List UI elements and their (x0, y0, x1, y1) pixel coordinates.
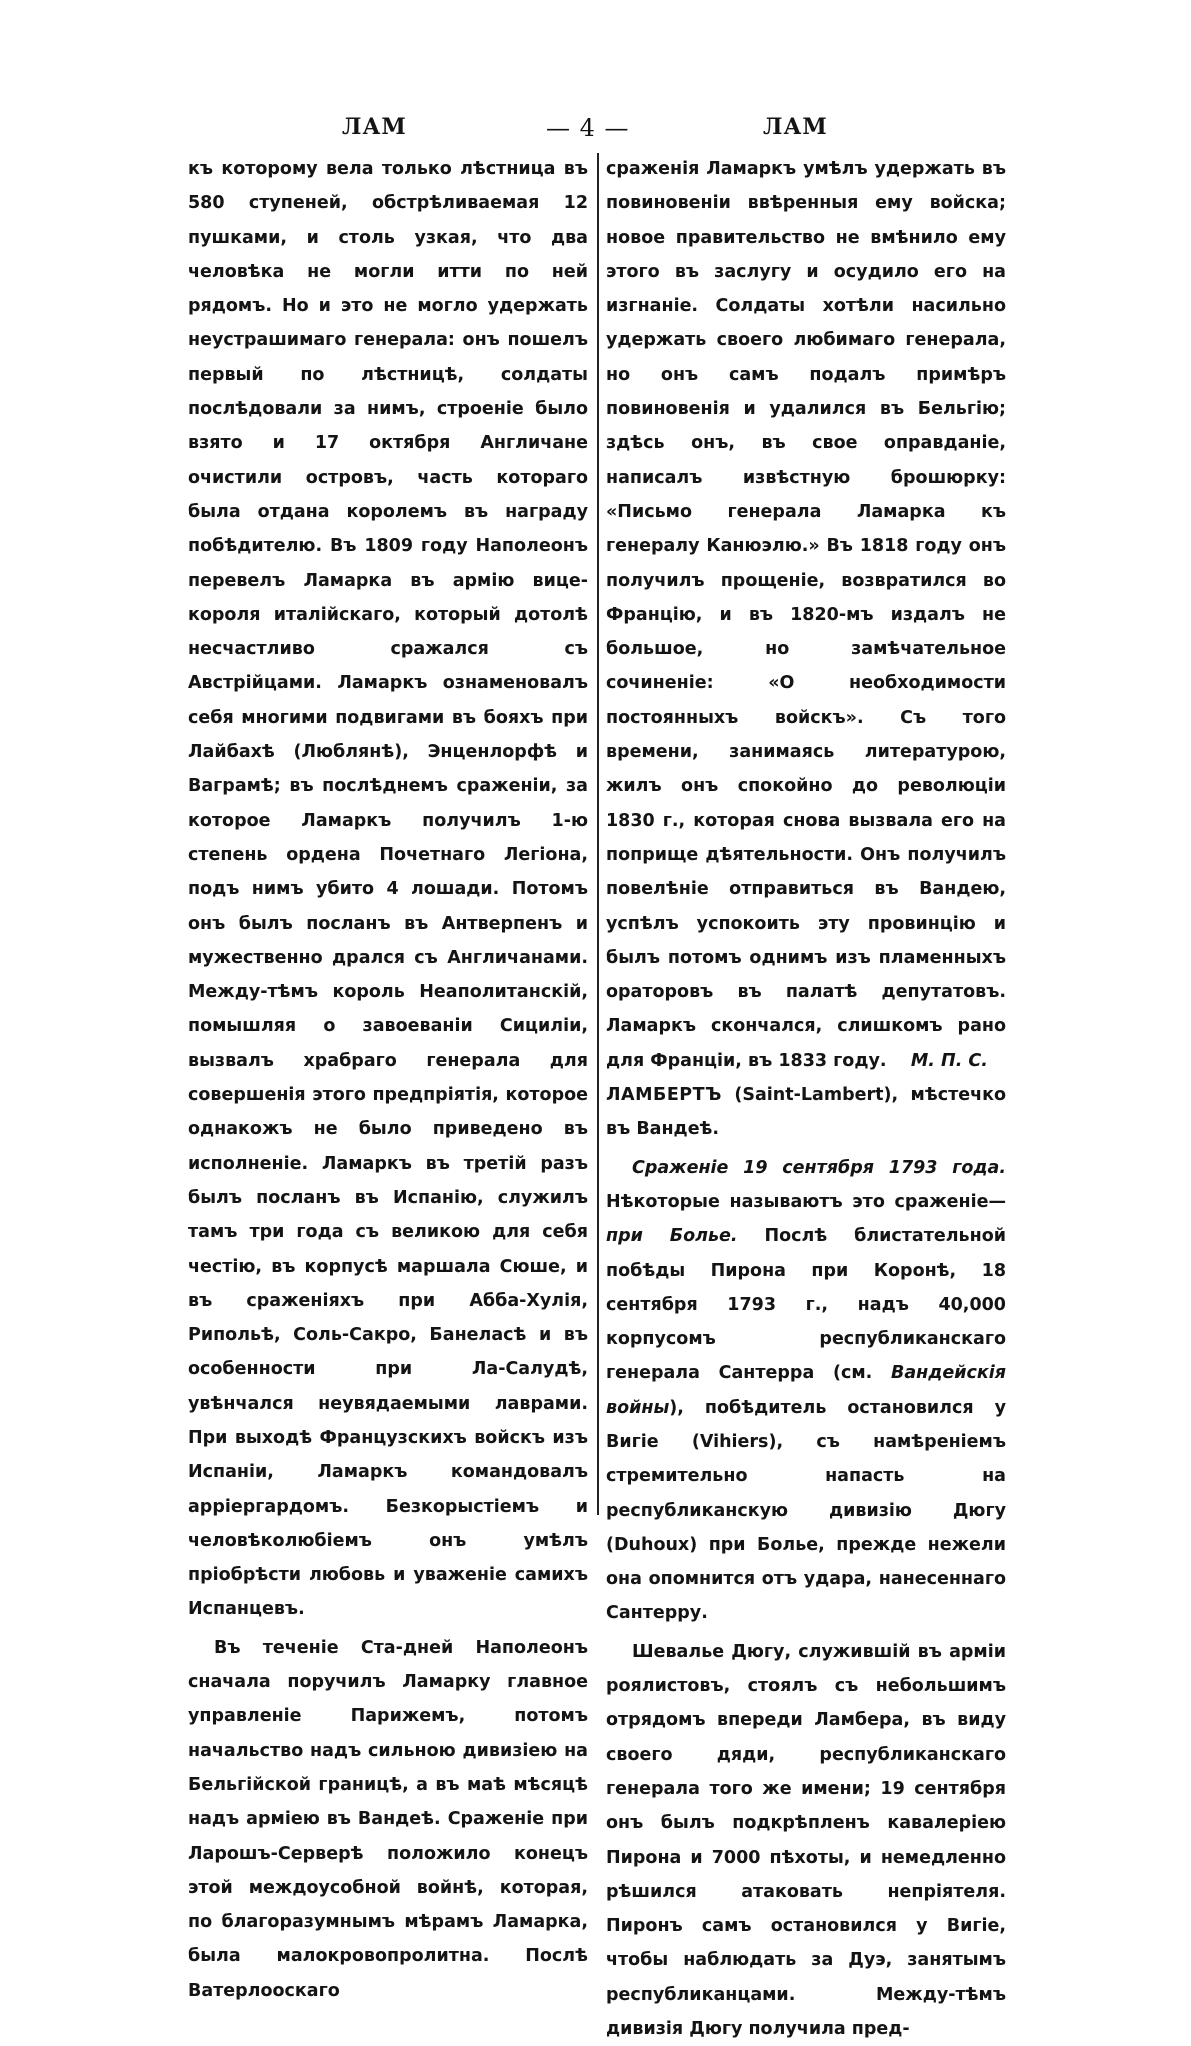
column-divider (597, 153, 599, 1515)
entry-definition: (Saint-Lambert), мѣстечко въ Вандеѣ. (606, 1085, 1006, 1140)
right-paragraph-2-part-3: ), побѣдитель остановился у Вигіе (Vihiers), съ намѣреніемъ стремительно напасть на республиканскую дивизію Дюгу (Duhoux) при Больe, прежде нежели она опомнится отъ удара, нанесеннаго Сантерру. (606, 1397, 1006, 1624)
right-paragraph-2-part-2: Послѣ блистательной побѣды Пирона при Коронѣ, 18 сентября 1793 г., надъ 40,000 корпусомъ республиканскаго генерала Сантерра (см. (606, 1226, 1006, 1384)
dictionary-entry (606, 1078, 1006, 1147)
author-signature: М. П. С. (910, 1050, 988, 1071)
battle-heading: Сраженіе 19 сентября 1793 года. (632, 1157, 1006, 1178)
entry-headword: ЛАМБЕРТЪ (606, 1085, 722, 1106)
right-paragraph-1-text: сраженія Ламаркъ умѣлъ удержать въ повиновеніи ввѣренныя ему войска; новое правительство не вмѣнило ему этого въ заслугу и осудило его на изгнаніе. Солдаты хотѣли насильно удержать своего любимаго генерала, но онъ самъ подалъ примѣръ повиновенія и удалился въ Бельгію; здѣсь онъ, въ свое оправданіе, написалъ извѣстную брошюрку: «Письмо генерала Ламарка къ генералу Канюэлю.» Въ 1818 году онъ получилъ прощеніе, возвратился во Францію, и въ 1820-мъ издалъ не большое, но замѣчательное сочиненіе: «О необходимости постоянныхъ войскъ». Съ того времени, занимаясь литературою, жилъ онъ спокойно до революціи 1830 г., которая снова вызвала его на поприще дѣятельности. Онъ получилъ повелѣніе отправиться въ Вандею, успѣлъ успокоить эту провинцію и былъ потомъ однимъ изъ пламенныхъ ораторовъ въ палатѣ депутатовъ. Ламаркъ скончался, слишкомъ рано для Франціи, въ 1833 году. (606, 159, 1006, 1071)
cross-reference: Вандейскія войны (606, 1363, 1007, 1418)
right-paragraph-2-part-1: Нѣкоторые называютъ это сраженіе— (606, 1191, 1006, 1212)
right-paragraph-1 (606, 152, 1006, 1078)
page-number: — 4 — (546, 114, 630, 142)
battle-alt-name: при Больe. (606, 1226, 738, 1247)
left-column (188, 152, 588, 2008)
left-paragraph-2: Въ теченіе Ста-дней Наполеонъ сначала поручилъ Ламарку главное управленіе Парижемъ, потомъ начальство надъ сильною дивизіею на Бельгійской границѣ, а въ маѣ мѣсяцѣ надъ арміею въ Вандеѣ. Сраженіе при Ларошъ-Серверѣ положило конецъ этой междоусобной войнѣ, которая, по благоразумнымъ мѣрамъ Ламарка, была малокровопролитна. Послѣ Ватерлооскаго (188, 1637, 588, 2001)
header-left-catchword: ЛАМ (342, 114, 407, 140)
right-paragraph-2 (606, 1151, 1006, 1631)
left-paragraph-1: къ которому вела только лѣстница въ 580 ступеней, обстрѣливаемая 12 пушками, и столь узкая, что два человѣка не могли итти по ней рядомъ. Но и это не могло удержать неустрашимаго генерала: онъ пошелъ первый по лѣстницѣ, солдаты послѣдовали за нимъ, строеніе было взято и 17 октября Англичане очистили островъ, часть котораго была отдана королемъ въ награду побѣдителю. Въ 1809 году Наполеонъ перевелъ Ламарка въ армію вице-короля италійскаго, который дотолѣ несчастливо сражался съ Австрійцами. Ламаркъ ознаменовалъ себя многими подвигами въ бояхъ при Лайбахѣ (Люблянѣ), Энценлорфѣ и Ваграмѣ; въ послѣднемъ сраженіи, за которое Ламаркъ получилъ 1-ю степень ордена Почетнаго Легіона, подъ нимъ убито 4 лошади. Потомъ онъ былъ посланъ въ Антверпенъ и мужественно дрался съ Англичанами. Между-тѣмъ король Неаполитанскій, помышляя о завоеваніи Сициліи, вызвалъ храбраго генерала для совершенія этого предпріятія, которое однакожъ не было приведено въ исполненіе. Ламаркъ въ третій разъ былъ посланъ въ Испанію, служилъ тамъ три года съ великою для себя честію, въ корпусѣ маршала Сюше, и въ сраженіяхъ при Абба-Хулія, Рипольѣ, Соль-Сакро, Банеласѣ и въ особенности при Ла-Салудѣ, увѣнчался неувядаемыми лаврами. При выходѣ Французскихъ войскъ изъ Испаніи, Ламаркъ командовалъ арріергардомъ. Безкорыстіемъ и человѣколюбіемъ онъ умѣлъ пріобрѣсти любовь и уваженіе самихъ Испанцевъ. (188, 159, 588, 1620)
right-column (606, 152, 1006, 2046)
right-paragraph-3: Шевалье Дюгу, служившій въ арміи роялистовъ, стоялъ съ небольшимъ отрядомъ впереди Ламбера, въ виду своего дяди, республиканскаго генерала того же имени; 19 сентября онъ былъ подкрѣпленъ кавалеріею Пирона и 7000 пѣхоты, и немедленно рѣшился атаковать непріятеля. Пиронъ самъ остановился у Вигіе, чтобы наблюдать за Дуэ, занятымъ республиканцами. Между-тѣмъ дивизія Дюгу получила пред- (606, 1641, 1006, 2040)
running-header (190, 114, 1020, 154)
header-right-catchword: ЛАМ (763, 114, 828, 140)
